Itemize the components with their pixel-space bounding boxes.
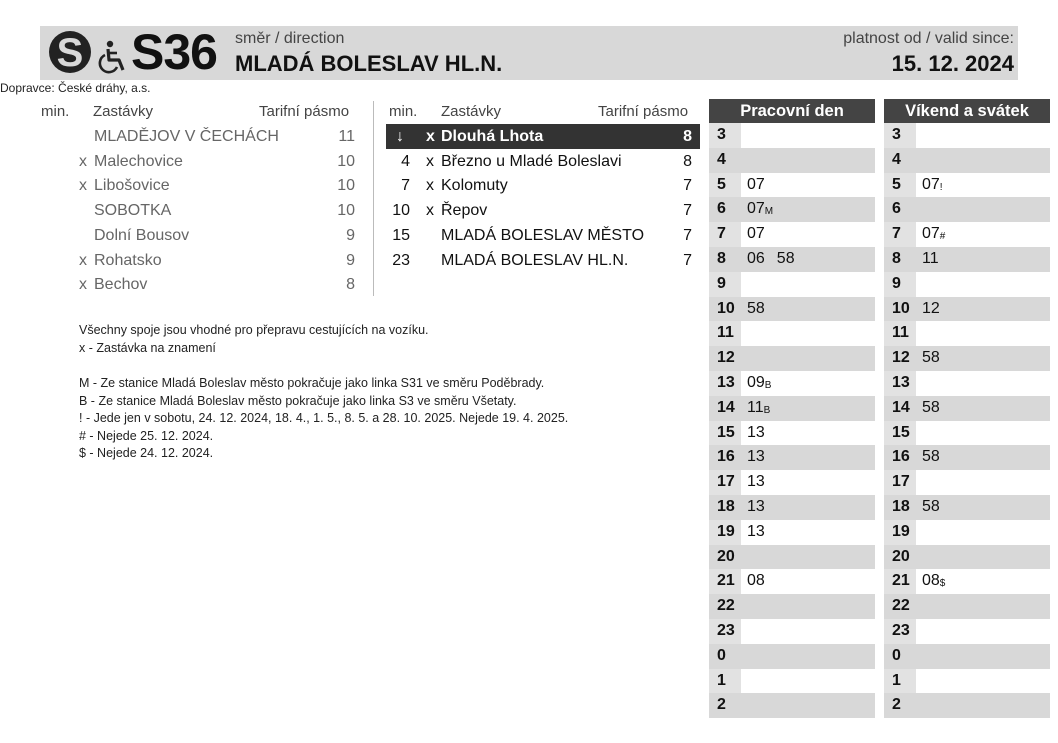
timetable-row (709, 148, 875, 173)
left-col-min-header: min. (41, 103, 70, 120)
hour-cell: 14 (709, 396, 741, 421)
hour-cell: 13 (709, 371, 741, 396)
departure-minute: 08 (747, 572, 765, 590)
tariff-zone: 8 (683, 152, 692, 170)
departure-minute: 07 (922, 225, 940, 243)
timetable-row (884, 495, 1050, 520)
current-stop-arrow-icon: ↓ (396, 128, 404, 145)
timetable-row (709, 669, 875, 694)
weekend-title: Víkend a svátek (884, 99, 1050, 123)
minutes-cell (916, 173, 1050, 198)
departure-minute: 09 (747, 373, 765, 391)
minutes-cell (916, 421, 1050, 446)
hour-cell: 21 (884, 569, 916, 594)
hour-cell: 23 (709, 619, 741, 644)
timetable-row (709, 644, 875, 669)
timetable-row (709, 396, 875, 421)
note-gap (79, 357, 568, 375)
column-divider (373, 101, 374, 296)
hour-cell: 9 (709, 272, 741, 297)
minutes-cell (741, 123, 875, 148)
tariff-zone: 8 (683, 128, 692, 145)
travel-minutes: 4 (401, 152, 410, 170)
departure-minute: 07 (747, 200, 765, 218)
minutes-cell (741, 495, 875, 520)
timetable-row (884, 247, 1050, 272)
departure-footnote-mark: M (764, 206, 774, 218)
stop-name: Březno u Mladé Boleslavi (441, 152, 622, 170)
hour-cell: 2 (709, 693, 741, 718)
stop-name: Dlouhá Lhota (441, 128, 544, 145)
timetable-row (709, 321, 875, 346)
minutes-cell (741, 545, 875, 570)
timetable-row (884, 569, 1050, 594)
right-col-stops-header: Zastávky (441, 103, 502, 120)
departure-footnote-mark: $ (939, 578, 946, 590)
note-line: $ - Nejede 24. 12. 2024. (79, 446, 214, 460)
hour-cell: 23 (884, 619, 916, 644)
departure-minute: 13 (747, 497, 765, 515)
tariff-zone: 8 (346, 276, 355, 294)
tariff-zone: 7 (683, 251, 692, 269)
hour-cell: 13 (884, 371, 916, 396)
departure-minute: 07 (922, 175, 940, 193)
minutes-cell (916, 644, 1050, 669)
valid-since-label: platnost od / valid since: (843, 30, 1014, 47)
timetable-row (709, 173, 875, 198)
hour-cell: 10 (884, 297, 916, 322)
hour-cell: 3 (709, 123, 741, 148)
note-line: M - Ze stanice Mladá Boleslav město pokračuje jako linka S31 ve směru Poděbrady. (79, 376, 545, 390)
stop-row (79, 149, 357, 174)
timetable-row (884, 594, 1050, 619)
tariff-zone: 7 (683, 226, 692, 244)
hour-cell: 4 (884, 148, 916, 173)
tariff-zone: 7 (683, 177, 692, 195)
request-stop-mark: x (426, 152, 434, 170)
stop-name: Bechov (94, 276, 148, 294)
timetable-row (884, 371, 1050, 396)
left-col-zone-header: Tarifní pásmo (259, 103, 350, 120)
request-stop-mark: x (426, 202, 434, 220)
hour-cell: 20 (884, 545, 916, 570)
hour-cell: 8 (884, 247, 916, 272)
hour-cell: 22 (884, 594, 916, 619)
hour-cell: 5 (709, 173, 741, 198)
minutes-cell (741, 396, 875, 421)
minutes-cell (741, 520, 875, 545)
hour-cell: 11 (884, 321, 916, 346)
timetable-row (709, 222, 875, 247)
timetable-row (884, 545, 1050, 570)
stop-row (386, 223, 700, 248)
stop-name: MLADÁ BOLESLAV HL.N. (441, 251, 629, 269)
line-number: S36 (131, 24, 217, 80)
stop-row (79, 173, 357, 198)
timetable-row (884, 222, 1050, 247)
right-col-zone-header: Tarifní pásmo (598, 103, 689, 120)
hour-cell: 10 (709, 297, 741, 322)
timetable-row (709, 569, 875, 594)
left-col-stops-header: Zastávky (93, 103, 154, 120)
request-stop-mark: x (79, 276, 87, 294)
departure-footnote-mark: B (763, 404, 771, 416)
note-line: Všechny spoje jsou vhodné pro přepravu cestujících na vozíku. (79, 323, 429, 337)
stop-row (386, 173, 700, 198)
departure-minute: 58 (776, 249, 795, 267)
travel-minutes: 23 (392, 251, 410, 269)
timetable-row (709, 197, 875, 222)
hour-cell: 17 (709, 470, 741, 495)
minutes-cell (741, 173, 875, 198)
hour-cell: 15 (884, 421, 916, 446)
timetable-row (884, 173, 1050, 198)
departure-minute: 13 (747, 423, 765, 441)
stop-name: Malechovice (94, 152, 183, 170)
note-line: B - Ze stanice Mladá Boleslav město pokračuje jako linka S3 ve směru Všetaty. (79, 393, 517, 408)
minutes-cell (916, 197, 1050, 222)
hour-cell: 4 (709, 148, 741, 173)
hour-cell: 1 (884, 669, 916, 694)
minutes-cell (916, 222, 1050, 247)
operator-text: Dopravce: České dráhy, a.s. (0, 81, 151, 95)
timetable-row (884, 123, 1050, 148)
stop-name: SOBOTKA (94, 202, 172, 220)
travel-minutes: 10 (392, 202, 410, 220)
minutes-cell (741, 371, 875, 396)
hour-cell: 21 (709, 569, 741, 594)
stop-row (386, 248, 700, 273)
minutes-cell (916, 272, 1050, 297)
minutes-cell (741, 297, 875, 322)
timetable-row (709, 346, 875, 371)
tariff-zone: 7 (683, 202, 692, 220)
departure-minute: 07 (747, 225, 765, 243)
departure-footnote-mark: ! (939, 181, 943, 193)
minutes-cell (916, 445, 1050, 470)
weekday-timetable (709, 99, 875, 718)
hour-cell: 0 (884, 644, 916, 669)
timetable-row (709, 495, 875, 520)
minutes-cell (916, 247, 1050, 272)
minutes-cell (916, 594, 1050, 619)
hour-cell: 14 (884, 396, 916, 421)
hour-cell: 22 (709, 594, 741, 619)
hour-cell: 20 (709, 545, 741, 570)
timetable-row (884, 297, 1050, 322)
timetable-row (709, 421, 875, 446)
tariff-zone: 11 (338, 128, 355, 145)
right-col-min-header: min. (389, 103, 418, 120)
svg-text:S: S (56, 31, 84, 74)
timetable-row (884, 520, 1050, 545)
timetable-row (709, 123, 875, 148)
timetable-row (884, 346, 1050, 371)
hour-cell: 6 (884, 197, 916, 222)
valid-since-date: 15. 12. 2024 (891, 51, 1014, 76)
travel-minutes: 7 (401, 177, 410, 195)
minutes-cell (916, 619, 1050, 644)
minutes-cell (741, 247, 875, 272)
departure-footnote-mark: B (764, 379, 772, 391)
departure-minute: 11 (747, 398, 764, 416)
minutes-cell (741, 470, 875, 495)
tariff-zone: 10 (337, 152, 355, 170)
timetable-row (884, 396, 1050, 421)
timetable-row (884, 197, 1050, 222)
minutes-cell (741, 644, 875, 669)
hour-cell: 9 (884, 272, 916, 297)
timetable-row (884, 445, 1050, 470)
hour-cell: 18 (709, 495, 741, 520)
timetable-row (884, 470, 1050, 495)
stop-name: Řepov (441, 202, 488, 220)
timetable-row (709, 520, 875, 545)
minutes-cell (741, 222, 875, 247)
request-stop-mark: x (79, 251, 87, 269)
hour-cell: 18 (884, 495, 916, 520)
timetable-row (709, 445, 875, 470)
hour-cell: 15 (709, 421, 741, 446)
departure-minute: 13 (747, 522, 765, 540)
departure-minute: 11 (922, 249, 939, 267)
hour-cell: 6 (709, 197, 741, 222)
timetable-row (884, 693, 1050, 718)
timetable-row (709, 594, 875, 619)
stop-row (79, 198, 357, 223)
hour-cell: 17 (884, 470, 916, 495)
weekend-timetable (884, 99, 1050, 718)
departure-minute: 13 (747, 473, 765, 491)
minutes-cell (741, 272, 875, 297)
departure-minute: 13 (747, 448, 765, 466)
hour-cell: 5 (884, 173, 916, 198)
request-stop-mark: x (79, 152, 87, 170)
minutes-cell (916, 495, 1050, 520)
stop-name: MLADĚJOV V ČECHÁCH (94, 128, 279, 145)
minutes-cell (741, 197, 875, 222)
minutes-cell (916, 470, 1050, 495)
stop-row (79, 272, 357, 297)
note-line: ! - Jede jen v sobotu, 24. 12. 2024, 18. 4., 1. 5., 8. 5. a 28. 10. 2025. Nejede 19. 4. 2025. (79, 411, 569, 425)
hour-cell: 1 (709, 669, 741, 694)
current-stop-row (386, 124, 700, 149)
s-train-logo-icon (48, 30, 92, 74)
stop-row (79, 248, 357, 273)
departure-minute: 58 (922, 398, 940, 416)
minutes-cell (741, 594, 875, 619)
stop-row (386, 149, 700, 174)
minutes-cell (741, 669, 875, 694)
direction-label: směr / direction (235, 30, 345, 47)
timetable-row (884, 669, 1050, 694)
hour-cell: 8 (709, 247, 741, 272)
tariff-zone: 9 (346, 226, 355, 244)
timetable-row (709, 297, 875, 322)
hour-cell: 2 (884, 693, 916, 718)
timetable-row (709, 693, 875, 718)
stop-row (79, 223, 357, 248)
tariff-zone: 9 (346, 251, 355, 269)
stop-row (386, 198, 700, 223)
travel-minutes: 15 (392, 226, 410, 244)
hour-cell: 16 (709, 445, 741, 470)
departure-minute: 08 (922, 572, 940, 590)
timetable-row (709, 371, 875, 396)
minutes-cell (916, 569, 1050, 594)
minutes-cell (741, 693, 875, 718)
departure-minute: 07 (747, 175, 765, 193)
timetable-row (709, 545, 875, 570)
hour-cell: 7 (709, 222, 741, 247)
hour-cell: 11 (709, 321, 741, 346)
timetable-row (709, 247, 875, 272)
minutes-cell (916, 396, 1050, 421)
timetable-row (884, 321, 1050, 346)
stop-name: MLADÁ BOLESLAV MĚSTO (441, 226, 645, 244)
request-stop-mark: x (426, 128, 435, 145)
departure-minute: 58 (922, 448, 940, 466)
request-stop-mark: x (426, 177, 434, 195)
minutes-cell (916, 669, 1050, 694)
stop-name: Rohatsko (94, 251, 162, 269)
minutes-cell (916, 520, 1050, 545)
tariff-zone: 10 (337, 177, 355, 195)
timetable-row (884, 644, 1050, 669)
header-bar (40, 26, 1018, 80)
timetable-row (884, 148, 1050, 173)
request-stop-mark: x (79, 177, 87, 195)
hour-cell: 19 (884, 520, 916, 545)
minutes-cell (741, 321, 875, 346)
timetable-row (884, 619, 1050, 644)
minutes-cell (741, 619, 875, 644)
minutes-cell (916, 545, 1050, 570)
departure-minute: 58 (922, 349, 940, 367)
departure-minute: 12 (922, 299, 940, 317)
hour-cell: 12 (884, 346, 916, 371)
minutes-cell (741, 445, 875, 470)
departure-minute: 06 (747, 249, 765, 267)
timetable-row (709, 619, 875, 644)
minutes-cell (916, 148, 1050, 173)
minutes-cell (741, 148, 875, 173)
minutes-cell (916, 371, 1050, 396)
note-line: x - Zastávka na znamení (79, 340, 216, 355)
stop-name: Kolomuty (441, 177, 508, 195)
hour-cell: 7 (884, 222, 916, 247)
notes-block (79, 322, 568, 463)
departure-minute: 58 (922, 497, 940, 515)
minutes-cell (916, 321, 1050, 346)
timetable-row (884, 421, 1050, 446)
timetable-row (709, 470, 875, 495)
timetable-row (709, 272, 875, 297)
hour-cell: 0 (709, 644, 741, 669)
minutes-cell (916, 346, 1050, 371)
minutes-cell (916, 123, 1050, 148)
minutes-cell (916, 693, 1050, 718)
minutes-cell (916, 297, 1050, 322)
hour-cell: 16 (884, 445, 916, 470)
note-line: # - Nejede 25. 12. 2024. (79, 428, 214, 443)
minutes-cell (741, 569, 875, 594)
timetable-row (884, 272, 1050, 297)
hour-cell: 19 (709, 520, 741, 545)
stop-name: Libošovice (94, 177, 170, 195)
stop-row (79, 124, 357, 149)
minutes-cell (741, 346, 875, 371)
direction-name: MLADÁ BOLESLAV HL.N. (235, 51, 503, 76)
minutes-cell (741, 421, 875, 446)
tariff-zone: 10 (337, 202, 355, 220)
hour-cell: 12 (709, 346, 741, 371)
hour-cell: 3 (884, 123, 916, 148)
departure-minute: 58 (747, 299, 765, 317)
departure-footnote-mark: # (939, 231, 946, 243)
stop-name: Dolní Bousov (94, 226, 190, 244)
weekday-title: Pracovní den (709, 99, 875, 123)
wheelchair-icon (98, 40, 128, 74)
